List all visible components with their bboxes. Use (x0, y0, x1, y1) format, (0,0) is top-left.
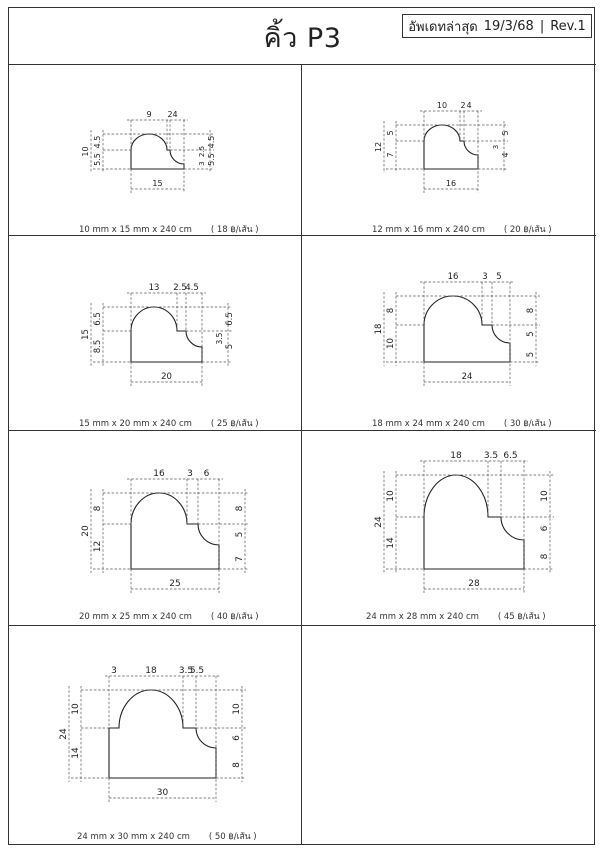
profile-outline (424, 296, 510, 362)
dimension-label: 16 (153, 469, 165, 479)
profile-outline (424, 475, 524, 569)
dimension-label: 5 (526, 351, 536, 358)
dimension-label: 6 (203, 469, 210, 479)
profile-caption (79, 609, 259, 623)
dimension-label: 4 (501, 152, 510, 158)
dimension-label: 6.5 (93, 312, 103, 326)
profile-outline (424, 125, 478, 169)
dimension-label: 14 (71, 747, 81, 759)
dimension-label: 8 (232, 762, 242, 768)
profile-outline (109, 690, 216, 778)
dimension-label: 15 (152, 179, 163, 188)
profile-cell-12x16 (302, 65, 594, 235)
dimension-label: 5.5 (189, 666, 205, 676)
profile-drawing (302, 65, 594, 235)
dimension-label: 5 (496, 272, 502, 282)
dimension-label: 4.5 (207, 135, 216, 149)
dimension-label: 5 (386, 130, 395, 136)
dimension-label: 18 (374, 323, 384, 335)
dimension-label: 3 (482, 272, 488, 282)
dimension-label: 8 (386, 307, 396, 314)
page-title: คิ้ว P3 (263, 23, 342, 54)
dimension-label: 16 (447, 272, 459, 282)
dimension-label: 20 (81, 525, 91, 537)
dimension-label: 2.5 (173, 283, 187, 293)
price-text: ( 25 ฿/เส้น ) (210, 419, 259, 429)
dimension-label: 6 (540, 525, 550, 532)
price-text: ( 40 ฿/เส้น ) (210, 612, 259, 622)
dimension-label: 10 (232, 703, 242, 715)
profile-outline (131, 134, 184, 169)
dimension-label: 8 (93, 505, 103, 512)
update-label: อัพเดทล่าสุด (408, 19, 478, 35)
revision: Rev.1 (550, 18, 586, 34)
dimension-label: 8.5 (93, 339, 103, 354)
dimension-label: 14 (386, 537, 396, 549)
price-text: ( 50 ฿/เส้น ) (208, 832, 257, 842)
dimension-label: 3 (492, 144, 500, 150)
dimension-label: 24 (374, 516, 384, 528)
update-box (402, 14, 592, 38)
size-text: 24 mm x 28 mm x 240 cm (366, 612, 479, 622)
update-date: 19/3/68 (483, 18, 534, 34)
dimension-label: 5 (501, 130, 510, 136)
price-text: ( 45 ฿/เส้น ) (497, 612, 546, 622)
dimension-label: 9 (146, 110, 152, 119)
profile-cell-24x28 (302, 431, 594, 625)
size-text: 24 mm x 30 mm x 240 cm (77, 832, 190, 842)
size-text: 18 mm x 24 mm x 240 cm (372, 419, 485, 429)
dimension-label: 8 (235, 505, 245, 512)
price-text: ( 30 ฿/เส้น ) (503, 419, 552, 429)
dimension-label: 10 (386, 490, 396, 502)
dimension-label: 2 (460, 101, 466, 110)
drawing-sheet (8, 7, 595, 845)
profile-caption (372, 416, 552, 430)
dimension-label: 10 (436, 101, 448, 110)
dimension-label: 10 (540, 490, 550, 502)
dimension-label: 30 (156, 788, 169, 798)
profile-caption (79, 416, 259, 430)
profile-cell-24x30 (9, 626, 301, 846)
profile-drawing (9, 236, 301, 430)
update-separator: | (539, 18, 545, 34)
profile-drawing (9, 626, 301, 846)
dimension-label: 6 (232, 735, 242, 741)
size-text: 10 mm x 15 mm x 240 cm (79, 225, 192, 235)
dimension-label: 3.5 (215, 332, 224, 345)
profile-drawing (9, 65, 301, 235)
dimension-label: 10 (81, 146, 90, 157)
dimension-label: 4 (172, 110, 178, 119)
dimension-label: 5 (235, 531, 245, 538)
profile-caption (77, 829, 257, 843)
price-text: ( 20 ฿/เส้น ) (503, 225, 552, 235)
dimension-label: 10 (386, 338, 396, 349)
size-text: 12 mm x 16 mm x 240 cm (372, 225, 485, 235)
size-text: 15 mm x 20 mm x 240 cm (79, 419, 192, 429)
profile-cell-20x25 (9, 431, 301, 625)
profile-caption (372, 222, 552, 236)
dimension-label: 18 (145, 666, 157, 676)
dimension-label: 12 (374, 141, 383, 153)
dimension-label: 2.5 (198, 145, 206, 158)
dimension-label: 15 (81, 329, 91, 340)
profile-cell-15x20 (9, 236, 301, 430)
profile-drawing (302, 236, 594, 430)
dimension-label: 8 (540, 553, 550, 560)
profile-outline (131, 493, 219, 569)
dimension-label: 3 (187, 469, 193, 479)
dimension-label: 2 (167, 110, 173, 119)
dimension-label: 18 (450, 451, 462, 461)
profile-caption (366, 609, 546, 623)
dimension-label: 7 (386, 152, 395, 158)
dimension-label: 13 (148, 283, 160, 293)
dimension-label: 8 (526, 307, 536, 314)
dimension-label: 3 (111, 666, 117, 676)
profile-caption (79, 222, 259, 236)
profile-drawing (9, 431, 301, 625)
dimension-label: 20 (161, 372, 172, 382)
dimension-label: 5.5 (207, 153, 216, 166)
dimension-label: 3.5 (178, 666, 194, 676)
dimension-label: 5 (526, 331, 536, 337)
dimension-label: 6.5 (503, 451, 518, 461)
dimension-label: 3 (198, 161, 206, 166)
dimension-label: 5.5 (93, 153, 102, 166)
dimension-label: 24 (59, 728, 69, 740)
dimension-label: 4.5 (93, 135, 102, 149)
dimension-label: 7 (235, 556, 245, 562)
dimension-label: 10 (71, 703, 81, 715)
dimension-label: 28 (468, 579, 480, 589)
size-text: 20 mm x 25 mm x 240 cm (79, 612, 192, 622)
profile-drawing (302, 431, 594, 625)
profile-outline (131, 307, 202, 362)
dimension-label: 6.5 (225, 312, 235, 326)
dimension-label: 5 (225, 343, 235, 350)
dimension-label: 16 (445, 179, 457, 188)
profile-cell-10x15 (9, 65, 301, 235)
profile-cell-18x24 (302, 236, 594, 430)
dimension-label: 24 (461, 372, 473, 382)
price-text: ( 18 ฿/เส้น ) (210, 225, 259, 235)
dimension-label: 25 (169, 579, 181, 589)
dimension-label: 3.5 (483, 451, 499, 461)
dimension-label: 4.5 (185, 283, 199, 293)
dimension-label: 4 (466, 101, 472, 110)
dimension-label: 12 (93, 540, 103, 553)
